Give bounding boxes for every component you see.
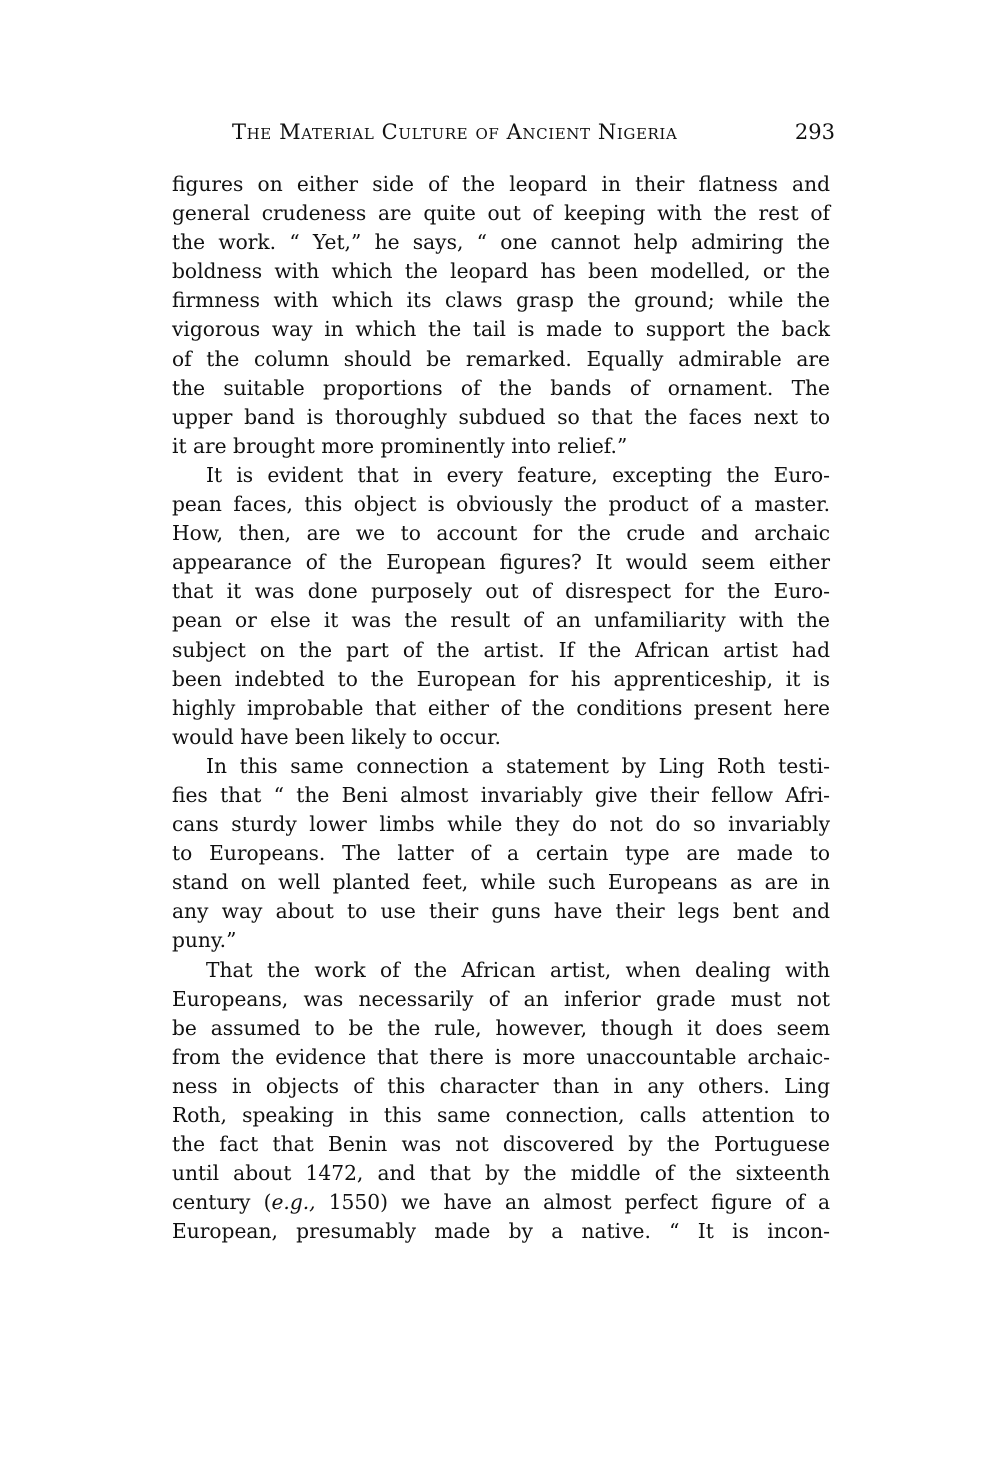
text-line: fies that “ the Beni almost invariably give their fellow Afri-: [172, 782, 830, 807]
text-line: Europeans, was necessarily of an inferior grade must not: [172, 986, 830, 1011]
running-title: The Material Culture of Ancient Nigeria: [232, 120, 678, 144]
text-line: general crudeness are quite out of keeping with the rest of: [172, 201, 830, 226]
running-head: [170, 120, 835, 150]
text-line: been indebted to the European for his apprenticeship, it is: [172, 666, 830, 691]
text-line: That the work of the African artist, when dealing with: [206, 957, 830, 982]
body-text: [172, 170, 830, 1246]
text-line: from the evidence that there is more unaccountable archaic-: [172, 1044, 830, 1069]
text-line: vigorous way in which the tail is made to support the back: [172, 317, 830, 342]
text-line: it are brought more prominently into relief.”: [172, 433, 628, 458]
text-line: In this same connection a statement by Ling Roth testi-: [206, 753, 830, 778]
text-line: would have been likely to occur.: [172, 724, 501, 749]
text-line: cans sturdy lower limbs while they do not do so invariably: [172, 812, 830, 837]
text-line: to Europeans. The latter of a certain type are made to: [172, 841, 830, 866]
text-line: the fact that Benin was not discovered by the Portuguese: [172, 1132, 830, 1157]
text-line: highly improbable that either of the conditions present here: [172, 695, 830, 720]
text-line: that it was done purposely out of disrespect for the Euro-: [172, 579, 830, 604]
text-line: firmness with which its claws grasp the ground; while the: [172, 288, 830, 313]
text-line: European, presumably made by a native. “ It is incon-: [172, 1219, 830, 1244]
text-line: appearance of the European figures? It would seem either: [172, 550, 830, 575]
text-line: any way about to use their guns have their legs bent and: [172, 899, 830, 924]
text-line: figures on either side of the leopard in their flatness and: [172, 172, 830, 196]
text-line: Roth, speaking in this same connection, calls attention to: [172, 1103, 830, 1127]
text-line: the work. “ Yet,” he says, “ one cannot help admiring the: [172, 230, 830, 255]
text-line: pean or else it was the result of an unfamiliarity with the: [172, 608, 830, 633]
text-line: subject on the part of the artist. If the African artist had: [172, 637, 830, 662]
text-line: be assumed to be the rule, however, though it does seem: [172, 1015, 830, 1040]
text-line: boldness with which the leopard has been modelled, or the: [172, 259, 830, 284]
text-line: stand on well planted feet, while such Europeans as are in: [172, 870, 830, 895]
text-line: until about 1472, and that by the middle of the sixteenth: [172, 1161, 830, 1186]
text-line: It is evident that in every feature, excepting the Euro-: [206, 462, 830, 487]
text-line: How, then, are we to account for the crude and archaic: [172, 521, 830, 546]
text-line-part: century (: [172, 1190, 272, 1215]
italic-abbreviation: e.g.,: [271, 1190, 316, 1215]
text-line: the suitable proportions of the bands of ornament. The: [172, 375, 830, 400]
page-number: 293: [794, 120, 835, 144]
text-line: of the column should be remarked. Equally admirable are: [172, 346, 830, 371]
text-line: [172, 1188, 830, 1217]
text-line: upper band is thoroughly subdued so that the faces next to: [172, 404, 830, 429]
text-line: ness in objects of this character than in any others. Ling: [172, 1073, 830, 1098]
text-line-part: 1550) we have an almost perfect figure of a: [315, 1190, 830, 1215]
text-line: pean faces, this object is obviously the product of a master.: [172, 492, 830, 517]
text-line: puny.”: [172, 928, 237, 953]
